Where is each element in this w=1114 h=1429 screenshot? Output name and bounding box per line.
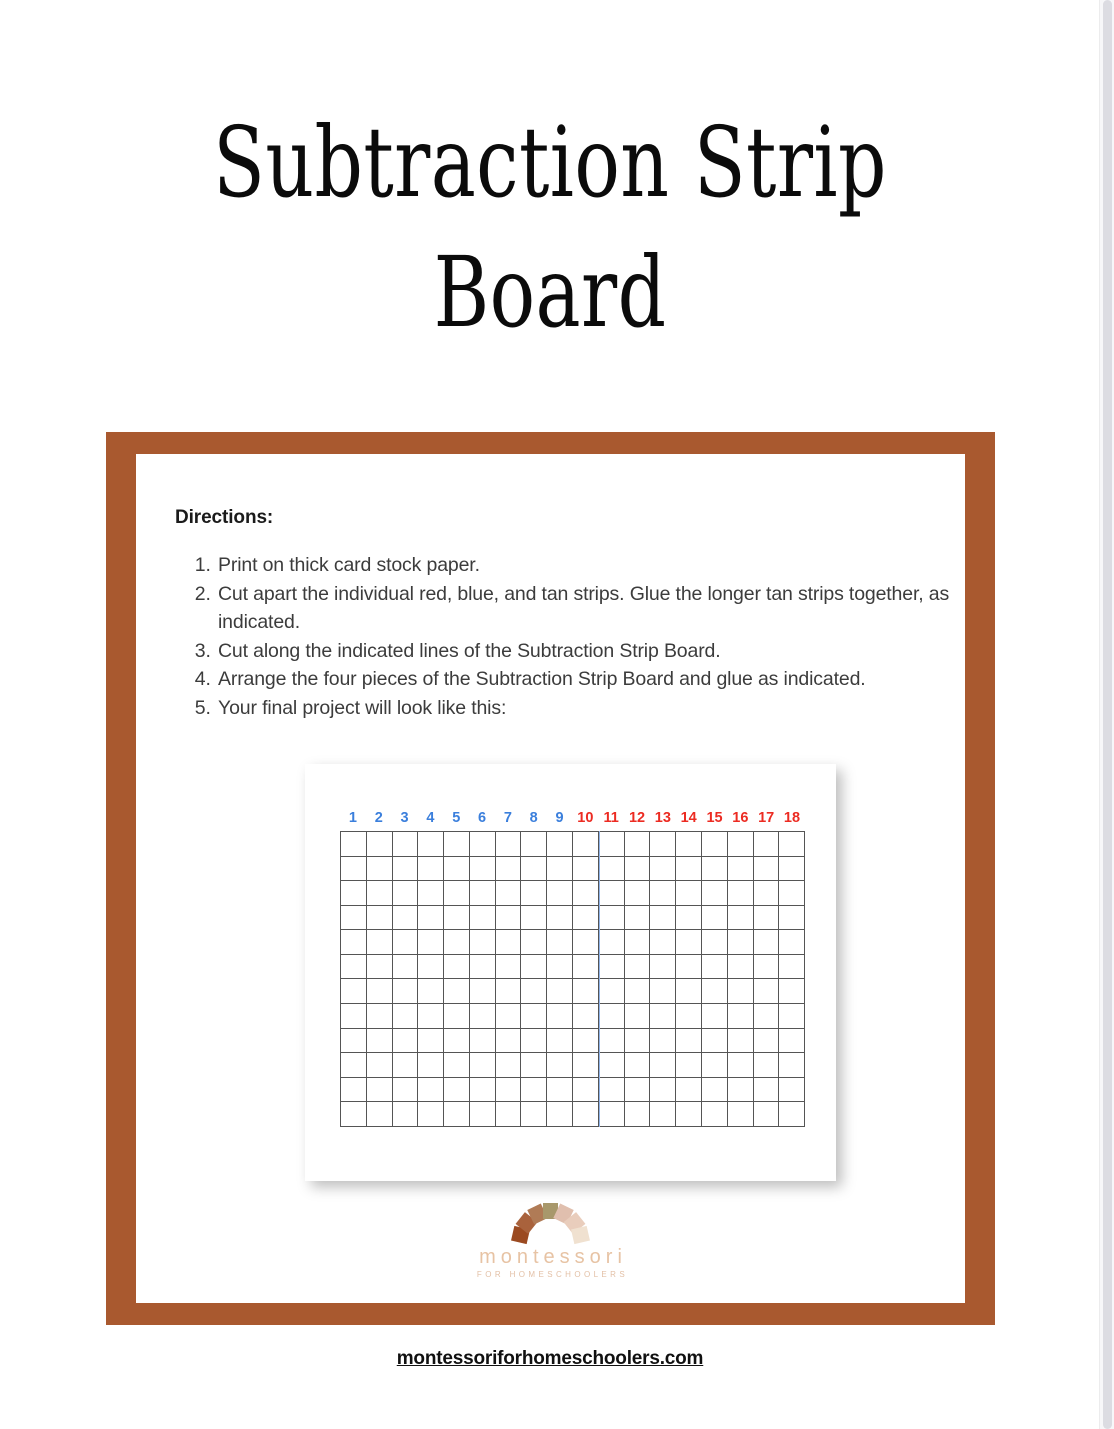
grid-cell — [728, 979, 754, 1004]
grid-cell — [702, 1102, 728, 1127]
table-row — [341, 832, 805, 857]
grid-cell — [779, 1053, 805, 1078]
grid-cell — [470, 1053, 496, 1078]
grid-cell — [779, 1029, 805, 1054]
grid-cell — [341, 1029, 367, 1054]
grid-cell — [547, 832, 573, 857]
grid-cell — [521, 881, 547, 906]
grid-cell — [341, 930, 367, 955]
grid-cell — [547, 979, 573, 1004]
grid-cell — [625, 1053, 651, 1078]
grid-cell — [754, 1029, 780, 1054]
brown-frame-border — [106, 432, 995, 1325]
grid-cell — [702, 857, 728, 882]
grid-cell — [573, 1029, 599, 1054]
grid-column-header-12: 12 — [628, 810, 646, 826]
grid-cell — [444, 1029, 470, 1054]
frame-inner-white-area — [136, 454, 965, 1303]
table-row — [341, 979, 805, 1004]
grid-cell — [779, 1102, 805, 1127]
list-item: 2. Cut apart the individual red, blue, and tan strips. Glue the longer tan strips together, as indicated. — [216, 580, 956, 637]
grid-cell — [650, 1102, 676, 1127]
title-line-1: Subtraction Strip — [213, 106, 887, 219]
grid-cell — [599, 1029, 625, 1054]
list-item: 4. Arrange the four pieces of the Subtraction Strip Board and glue as indicated. — [216, 665, 956, 694]
table-row — [341, 1004, 805, 1029]
grid-cell — [625, 955, 651, 980]
grid-cell — [367, 930, 393, 955]
grid-cell — [650, 1004, 676, 1029]
grid-cell — [728, 1004, 754, 1029]
page-title — [0, 98, 1100, 358]
grid-cell — [470, 906, 496, 931]
grid-cell — [728, 1029, 754, 1054]
grid-cell — [650, 955, 676, 980]
grid-cell — [728, 832, 754, 857]
grid-cell — [754, 1078, 780, 1103]
logo-arch-icon — [499, 1208, 603, 1244]
grid-cell — [779, 906, 805, 931]
grid-cell — [470, 881, 496, 906]
grid-cell — [573, 930, 599, 955]
grid-cell — [573, 906, 599, 931]
grid-cell — [650, 930, 676, 955]
grid-cell — [393, 1102, 419, 1127]
grid-cell — [650, 979, 676, 1004]
grid-cell — [470, 930, 496, 955]
grid-cell — [521, 1004, 547, 1029]
grid-cell — [341, 1102, 367, 1127]
title-line-2: Board — [433, 236, 667, 349]
list-item: 3. Cut along the indicated lines of the Subtraction Strip Board. — [216, 637, 956, 666]
grid-cell — [625, 906, 651, 931]
grid-column-header-9: 9 — [555, 810, 564, 826]
grid-cell — [367, 857, 393, 882]
grid-cell — [341, 832, 367, 857]
grid-midline-divider — [599, 831, 601, 1127]
grid-cell — [599, 857, 625, 882]
directions-list — [190, 551, 956, 722]
grid-cell — [470, 1102, 496, 1127]
grid-cell — [367, 1029, 393, 1054]
grid-cell — [779, 832, 805, 857]
grid-cell — [444, 955, 470, 980]
grid-cell — [547, 930, 573, 955]
grid-cell — [599, 832, 625, 857]
grid-cell — [418, 1078, 444, 1103]
grid-cell — [779, 857, 805, 882]
grid-column-header-14: 14 — [680, 810, 697, 826]
grid-column-header-7: 7 — [503, 810, 512, 826]
grid-cell — [573, 1078, 599, 1103]
grid-cell — [547, 1053, 573, 1078]
grid-cell — [444, 1004, 470, 1029]
grid-cell — [599, 906, 625, 931]
grid-cell — [341, 1053, 367, 1078]
grid-cell — [573, 1102, 599, 1127]
grid-column-header-3: 3 — [400, 810, 409, 826]
grid-cell — [754, 881, 780, 906]
grid-cell — [418, 906, 444, 931]
grid-cell — [625, 930, 651, 955]
grid-cell — [393, 1004, 419, 1029]
directions-heading: Directions: — [175, 507, 274, 528]
grid-cell — [573, 1053, 599, 1078]
grid-cell — [418, 1004, 444, 1029]
grid-cell — [418, 1029, 444, 1054]
grid-cell — [496, 1102, 522, 1127]
grid-cell — [625, 857, 651, 882]
grid-cell — [676, 979, 702, 1004]
grid-column-header-17: 17 — [758, 810, 775, 826]
list-item: 5. Your final project will look like this: — [216, 694, 956, 723]
grid-cell — [728, 881, 754, 906]
grid-cell — [702, 832, 728, 857]
grid-cell — [650, 1078, 676, 1103]
grid-cell — [599, 881, 625, 906]
grid-cell — [650, 881, 676, 906]
grid-cell — [444, 1102, 470, 1127]
grid-cell — [702, 1053, 728, 1078]
montessori-logo — [136, 1208, 965, 1282]
grid-cell — [625, 832, 651, 857]
grid-cell — [650, 832, 676, 857]
grid-cell — [754, 857, 780, 882]
grid-cell — [393, 881, 419, 906]
grid-cell — [573, 832, 599, 857]
grid-cell — [625, 881, 651, 906]
grid-cell — [496, 955, 522, 980]
grid-cell — [599, 1078, 625, 1103]
grid-cell — [676, 955, 702, 980]
grid-cell — [754, 979, 780, 1004]
grid-cell — [470, 1004, 496, 1029]
table-row — [341, 906, 805, 931]
grid-cell — [470, 1029, 496, 1054]
logo-tagline: FOR HOMESCHOOLERS — [476, 1270, 629, 1279]
table-row — [341, 1102, 805, 1127]
grid-cell — [754, 1053, 780, 1078]
grid-cell — [547, 1102, 573, 1127]
grid-cell — [702, 1029, 728, 1054]
grid-column-header-5: 5 — [452, 810, 461, 826]
grid-cell — [521, 857, 547, 882]
grid-cell — [496, 1053, 522, 1078]
grid-cell — [418, 1102, 444, 1127]
grid-column-header-8: 8 — [529, 810, 538, 826]
grid-cell — [676, 906, 702, 931]
grid-cell — [367, 832, 393, 857]
grid-cell — [650, 1053, 676, 1078]
grid-cell — [599, 1053, 625, 1078]
table-row — [341, 1029, 805, 1054]
grid-cell — [444, 906, 470, 931]
grid-cell — [341, 979, 367, 1004]
grid-cell — [547, 1004, 573, 1029]
strip-board-preview-card — [305, 764, 836, 1181]
grid-cell — [341, 1078, 367, 1103]
grid-cell — [676, 1004, 702, 1029]
grid-cell — [521, 1053, 547, 1078]
grid-cell — [728, 857, 754, 882]
grid-cell — [599, 1102, 625, 1127]
grid-cell — [702, 906, 728, 931]
grid-cell — [599, 930, 625, 955]
grid-cell — [470, 1078, 496, 1103]
grid-cell — [444, 832, 470, 857]
grid-cell — [496, 1004, 522, 1029]
grid-cell — [341, 857, 367, 882]
grid-cell — [702, 955, 728, 980]
grid-cell — [367, 955, 393, 980]
grid-cell — [444, 881, 470, 906]
grid-cell — [754, 1004, 780, 1029]
grid-cell — [676, 832, 702, 857]
grid-column-header-13: 13 — [654, 810, 671, 826]
table-row — [341, 955, 805, 980]
grid-cell — [599, 955, 625, 980]
grid-cell — [393, 930, 419, 955]
grid-cell — [573, 857, 599, 882]
grid-cell — [650, 1029, 676, 1054]
grid-cell — [779, 979, 805, 1004]
grid-cell — [779, 881, 805, 906]
grid-cell — [496, 906, 522, 931]
strip-board-grid — [340, 831, 805, 1127]
grid-cell — [599, 1004, 625, 1029]
table-row — [341, 1078, 805, 1103]
footer-website-url[interactable]: montessoriforhomeschoolers.com — [396, 1348, 704, 1369]
grid-cell — [547, 881, 573, 906]
grid-cell — [393, 857, 419, 882]
grid-cell — [625, 1029, 651, 1054]
grid-cell — [754, 930, 780, 955]
grid-cell — [676, 881, 702, 906]
grid-cell — [521, 1078, 547, 1103]
table-row — [341, 881, 805, 906]
table-row — [341, 930, 805, 955]
grid-cell — [547, 857, 573, 882]
grid-cell — [676, 1053, 702, 1078]
grid-cell — [547, 906, 573, 931]
grid-column-header-11: 11 — [603, 810, 619, 826]
grid-cell — [393, 832, 419, 857]
grid-cell — [521, 1102, 547, 1127]
grid-cell — [393, 955, 419, 980]
grid-cell — [650, 857, 676, 882]
grid-column-header-4: 4 — [426, 810, 435, 826]
grid-column-header-15: 15 — [706, 810, 723, 826]
list-item: 1. Print on thick card stock paper. — [216, 551, 956, 580]
grid-cell — [547, 955, 573, 980]
grid-cell — [521, 832, 547, 857]
grid-cell — [418, 1053, 444, 1078]
grid-cell — [496, 881, 522, 906]
grid-cell — [625, 1004, 651, 1029]
grid-cell — [496, 930, 522, 955]
grid-cell — [367, 979, 393, 1004]
grid-cell — [547, 1029, 573, 1054]
grid-cell — [367, 906, 393, 931]
grid-cell — [418, 979, 444, 1004]
grid-cell — [341, 881, 367, 906]
grid-cell — [650, 906, 676, 931]
grid-cell — [728, 1078, 754, 1103]
grid-column-header-1: 1 — [348, 810, 357, 826]
grid-cell — [728, 930, 754, 955]
grid-cell — [367, 881, 393, 906]
grid-cell — [728, 955, 754, 980]
grid-cell — [444, 1078, 470, 1103]
logo-wordmark: montessori — [479, 1246, 627, 1268]
grid-cell — [496, 1029, 522, 1054]
grid-cell — [702, 979, 728, 1004]
grid-cell — [754, 1102, 780, 1127]
table-row — [341, 1053, 805, 1078]
grid-cell — [418, 857, 444, 882]
grid-cell — [341, 906, 367, 931]
grid-column-headers — [340, 808, 805, 828]
grid-cell — [676, 857, 702, 882]
grid-cell — [728, 906, 754, 931]
scrollbar-thumb[interactable] — [1103, 0, 1112, 1429]
grid-cell — [599, 979, 625, 1004]
grid-cell — [779, 930, 805, 955]
grid-cell — [728, 1053, 754, 1078]
grid-cell — [367, 1078, 393, 1103]
grid-cell — [341, 1004, 367, 1029]
grid-cell — [676, 1029, 702, 1054]
grid-cell — [496, 979, 522, 1004]
grid-column-header-16: 16 — [732, 810, 749, 826]
arch-block-7 — [571, 1226, 590, 1244]
grid-cell — [702, 1004, 728, 1029]
grid-cell — [418, 930, 444, 955]
grid-cell — [702, 930, 728, 955]
grid-cell — [367, 1053, 393, 1078]
grid-cell — [444, 979, 470, 1004]
grid-cell — [676, 1078, 702, 1103]
grid-cell — [367, 1102, 393, 1127]
grid-cell — [728, 1102, 754, 1127]
grid-cell — [470, 857, 496, 882]
grid-cell — [625, 1102, 651, 1127]
grid-cell — [367, 1004, 393, 1029]
grid-cell — [779, 955, 805, 980]
grid-cell — [521, 955, 547, 980]
grid-cell — [470, 979, 496, 1004]
grid-cell — [470, 832, 496, 857]
grid-cell — [573, 955, 599, 980]
grid-cell — [418, 832, 444, 857]
grid-cell — [754, 906, 780, 931]
grid-cell — [521, 979, 547, 1004]
grid-cell — [521, 1029, 547, 1054]
grid-cell — [393, 906, 419, 931]
grid-cell — [341, 955, 367, 980]
grid-cell — [702, 881, 728, 906]
grid-column-header-18: 18 — [783, 810, 801, 826]
grid-column-header-10: 10 — [577, 810, 594, 826]
grid-cell — [754, 832, 780, 857]
grid-cell — [702, 1078, 728, 1103]
grid-cell — [676, 1102, 702, 1127]
grid-cell — [547, 1078, 573, 1103]
grid-cell — [496, 1078, 522, 1103]
grid-cell — [418, 881, 444, 906]
grid-cell — [444, 857, 470, 882]
grid-cell — [779, 1078, 805, 1103]
grid-cell — [393, 979, 419, 1004]
grid-cell — [625, 1078, 651, 1103]
grid-cell — [573, 979, 599, 1004]
grid-cell — [393, 1029, 419, 1054]
grid-cell — [521, 930, 547, 955]
grid-column-header-6: 6 — [478, 810, 487, 826]
vertical-scrollbar[interactable] — [1099, 0, 1114, 1429]
grid-cell — [444, 1053, 470, 1078]
grid-cell — [496, 857, 522, 882]
table-row — [341, 857, 805, 882]
grid-cell — [625, 979, 651, 1004]
grid-cell — [521, 906, 547, 931]
grid-cell — [444, 930, 470, 955]
grid-cell — [573, 1004, 599, 1029]
grid-cell — [779, 1004, 805, 1029]
grid-cell — [393, 1078, 419, 1103]
grid-cell — [496, 832, 522, 857]
grid-cell — [393, 1053, 419, 1078]
grid-cell — [573, 881, 599, 906]
grid-cell — [418, 955, 444, 980]
grid-cell — [676, 930, 702, 955]
grid-cell — [470, 955, 496, 980]
grid-cell — [754, 955, 780, 980]
grid-column-header-2: 2 — [374, 810, 383, 826]
